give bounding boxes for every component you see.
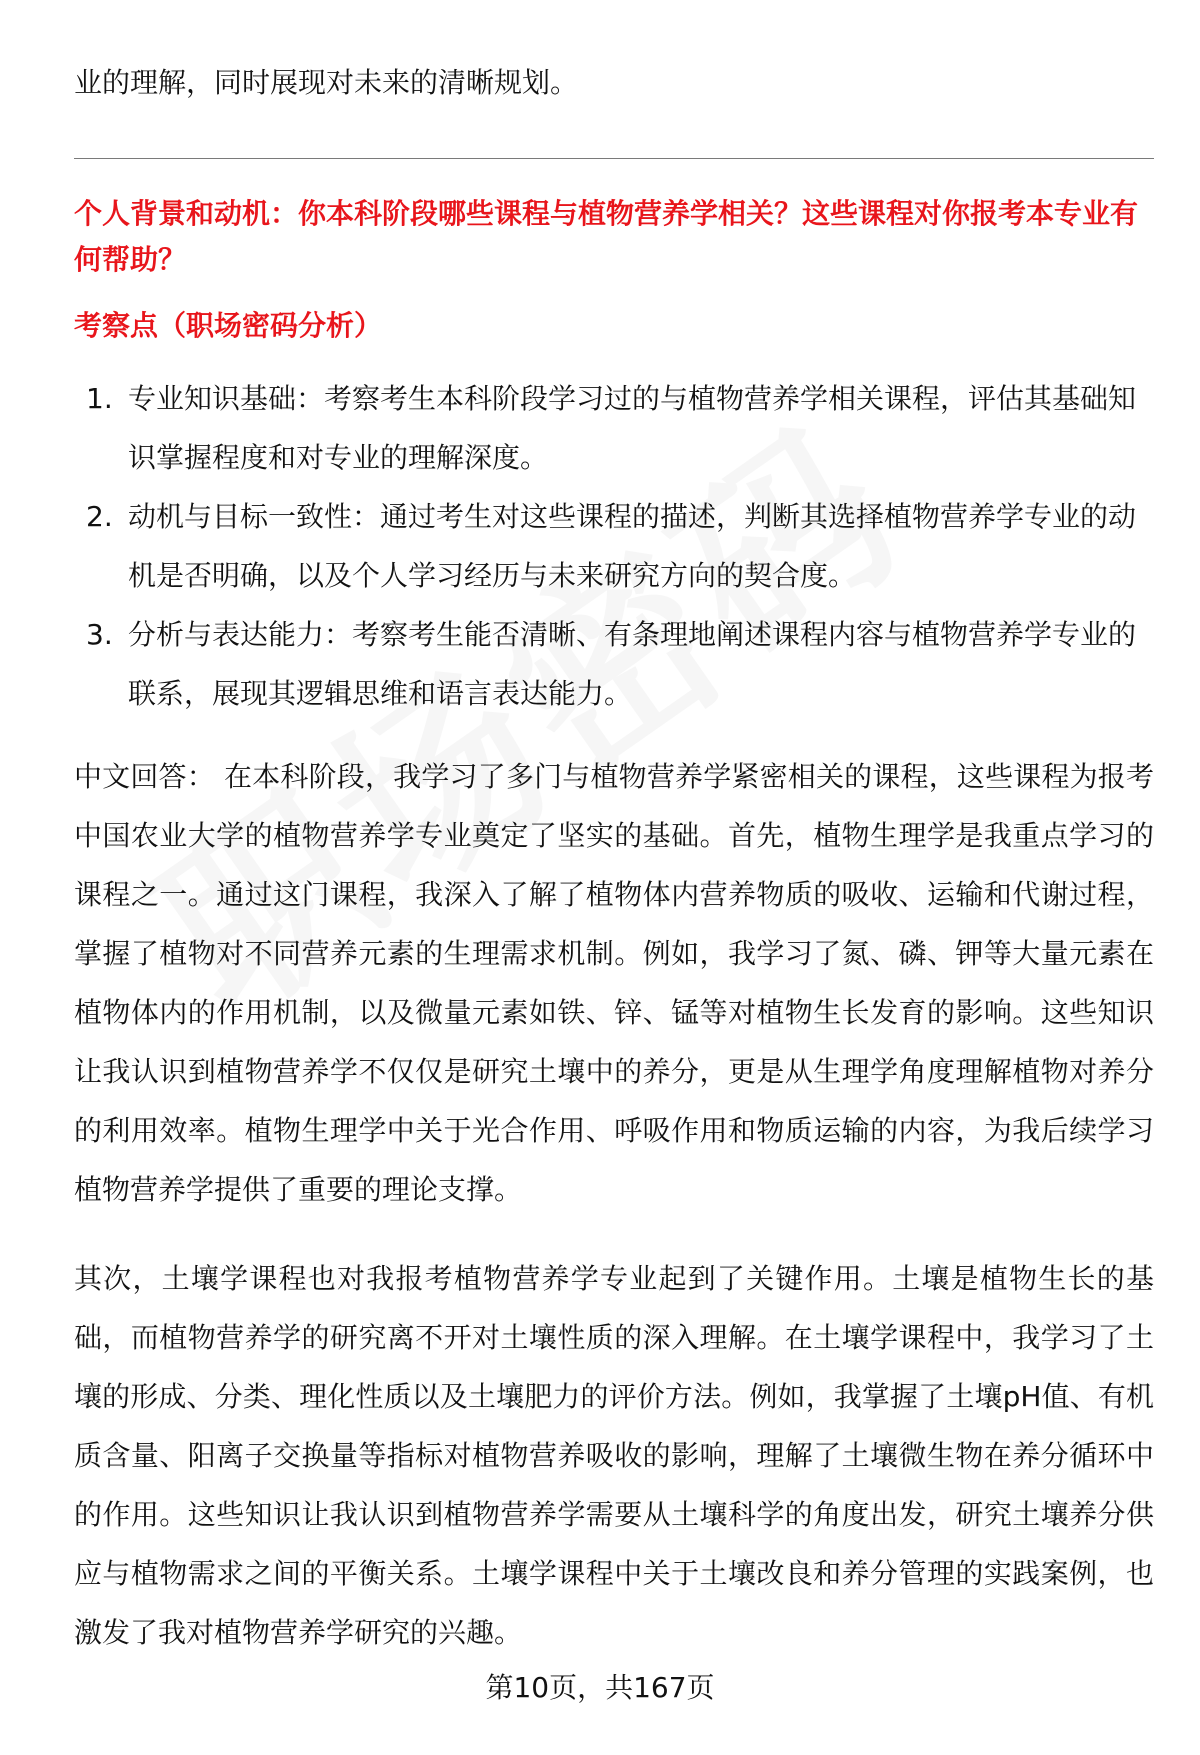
list-item-number: 2. xyxy=(86,500,113,533)
list-item xyxy=(74,605,1154,723)
list-item xyxy=(74,487,1154,605)
page-number-footer: 第10页，共167页 xyxy=(485,1671,715,1704)
assessment-points-heading: 考察点（职场密码分析） xyxy=(74,309,383,342)
question-heading: 个人背景和动机：你本科阶段哪些课程与植物营养学相关？这些课程对你报考本专业有何帮助？ xyxy=(74,197,1139,276)
previous-page-continuation: 业的理解，同时展现对未来的清晰规划。 xyxy=(74,66,579,99)
list-item-text: 专业知识基础：考察考生本科阶段学习过的与植物营养学相关课程，评估其基础知识掌握程度和对专业的理解深度。 xyxy=(128,382,1137,474)
answer-paragraph-2: 其次，土壤学课程也对我报考植物营养学专业起到了关键作用。土壤是植物生长的基础，而植物营养学的研究离不开对土壤性质的深入理解。在土壤学课程中，我学习了土壤的形成、分类、理化性质以及土壤肥力的评价方法。例如，我掌握了土壤pH值、有机质含量、阳离子交换量等指标对植物营养吸收的影响，理解了土壤微生物在养分循环中的作用。这些知识让我认识到植物营养学需要从土壤科学的角度出发，研究土壤养分供应与植物需求之间的平衡关系。土壤学课程中关于土壤改良和养分管理的实践案例，也激发了我对植物营养学研究的兴趣。 xyxy=(74,1262,1154,1649)
answer-paragraph-1: 中文回答： 在本科阶段，我学习了多门与植物营养学紧密相关的课程，这些课程为报考中国农业大学的植物营养学专业奠定了坚实的基础。首先，植物生理学是我重点学习的课程之一。通过这门课程，我深入了解了植物体内营养物质的吸收、运输和代谢过程，掌握了植物对不同营养元素的生理需求机制。例如，我学习了氮、磷、钾等大量元素在植物体内的作用机制，以及微量元素如铁、锌、锰等对植物生长发育的影响。这些知识让我认识到植物营养学不仅仅是研究土壤中的养分，更是从生理学角度理解植物对养分的利用效率。植物生理学中关于光合作用、呼吸作用和物质运输的内容，为我后续学习植物营养学提供了重要的理论支撑。 xyxy=(74,760,1154,1206)
list-item-text: 分析与表达能力：考察考生能否清晰、有条理地阐述课程内容与植物营养学专业的联系，展现其逻辑思维和语言表达能力。 xyxy=(128,618,1137,710)
document-page xyxy=(74,58,1154,1662)
list-item-number: 3. xyxy=(86,618,113,651)
section-divider xyxy=(74,158,1154,159)
list-item-text: 动机与目标一致性：通过考生对这些课程的描述，判断其选择植物营养学专业的动机是否明确，以及个人学习经历与未来研究方向的契合度。 xyxy=(128,500,1137,592)
list-item xyxy=(74,369,1154,487)
assessment-points-list xyxy=(74,369,1154,723)
list-item-number: 1. xyxy=(86,382,113,415)
